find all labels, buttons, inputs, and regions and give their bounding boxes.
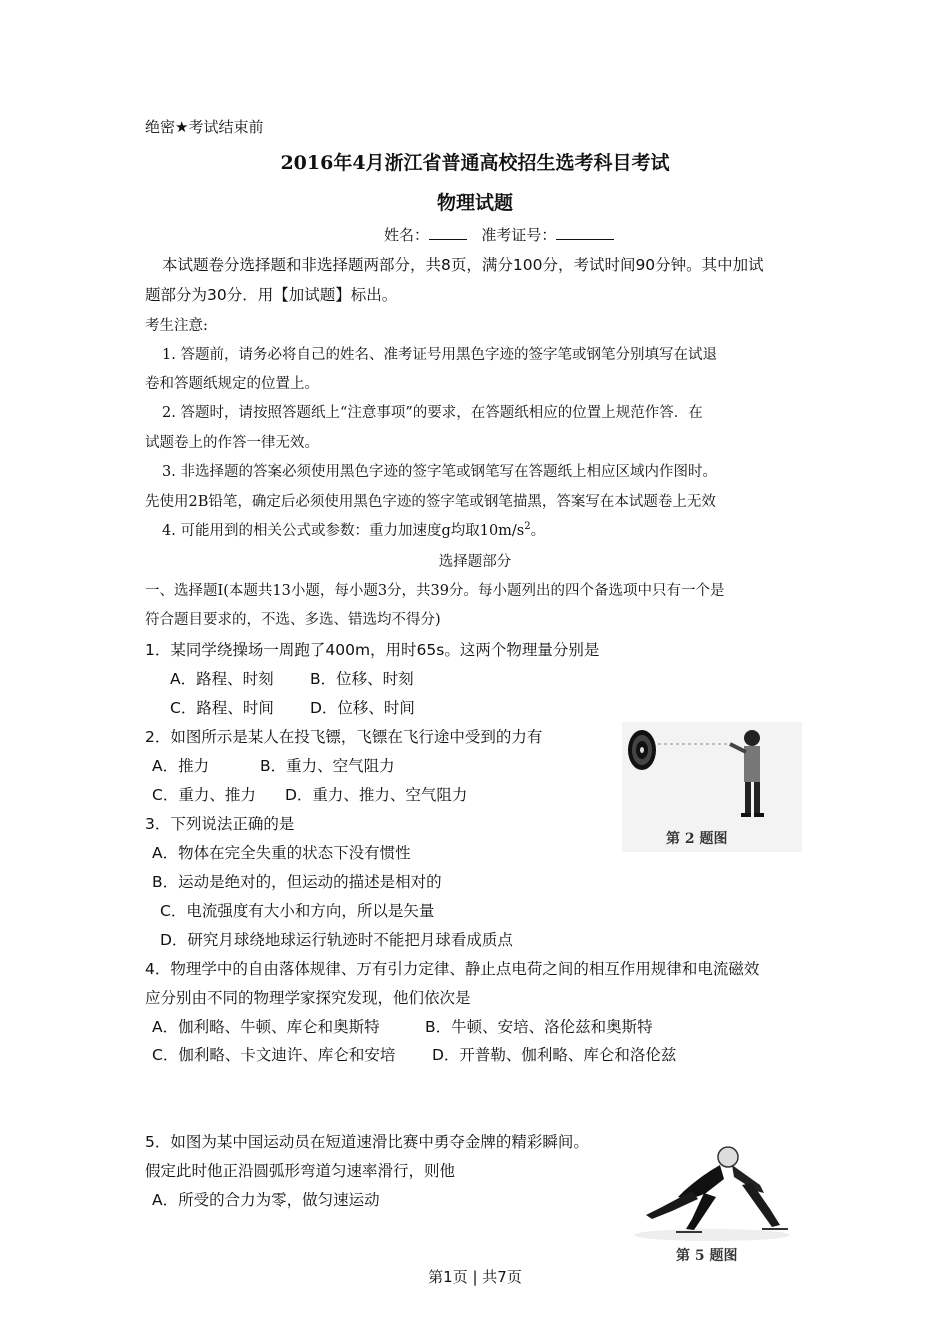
q2-option-c: C．重力、推力 <box>152 786 256 804</box>
notice-3a: 3. 非选择题的答案必须使用黑色字迹的签字笔或钢笔写在答题纸上相应区域内作图时。 <box>162 464 717 480</box>
section-desc-2: 符合题目要求的，不选、多选、错选均不得分) <box>145 612 441 628</box>
intro-line-2: 题部分为30分．用【加试题】标出。 <box>145 286 398 304</box>
q1-option-b: B．位移、时刻 <box>310 670 414 688</box>
q2-option-b: B．重力、空气阻力 <box>260 757 395 775</box>
question-3: 3．下列说法正确的是 <box>145 815 295 833</box>
q2-option-a: A．推力 <box>152 757 210 775</box>
notice-heading: 考生注意: <box>145 318 208 334</box>
section-desc-1: 一、选择题I(本题共13小题，每小题3分，共39分。每小题列出的四个备选项中只有一个是 <box>145 583 725 599</box>
notice-2a: 2. 答题时，请按照答题纸上“注意事项”的要求，在答题纸相应的位置上规范作答．在 <box>162 405 703 421</box>
question-2: 2．如图所示是某人在投飞镖，飞镖在飞行途中受到的力有 <box>145 728 543 746</box>
name-blank <box>429 225 467 240</box>
q2-option-d: D．重力、推力、空气阻力 <box>285 786 468 804</box>
question-1: 1．某同学绕操场一周跑了400m，用时65s。这两个物理量分别是 <box>145 641 600 659</box>
q4-option-b: B．牛顿、安培、洛伦兹和奥斯特 <box>425 1018 653 1036</box>
figure-2-dart-thrower <box>622 722 802 852</box>
intro-line-1: 本试题卷分选择题和非选择题两部分，共8页，满分100分，考试时间90分钟。其中加试 <box>162 256 764 274</box>
notice-2b: 试题卷上的作答一律无效。 <box>145 435 319 451</box>
page-footer: 第1页 | 共7页 <box>428 1268 522 1286</box>
q1-option-a: A．路程、时刻 <box>170 670 274 688</box>
question-5-line-1: 5．如图为某中国运动员在短道速滑比赛中勇夺金牌的精彩瞬间。 <box>145 1133 589 1151</box>
name-label: 姓名： <box>384 226 430 244</box>
q4-option-a: A．伽利略、牛顿、库仑和奥斯特 <box>152 1018 380 1036</box>
question-4-line-2: 应分别由不同的物理学家探究发现，他们依次是 <box>145 989 471 1007</box>
q4-option-c: C．伽利略、卡文迪许、库仑和安培 <box>152 1046 396 1064</box>
q5-option-a: A．所受的合力为零，做匀速运动 <box>152 1191 380 1209</box>
candidate-info-line <box>384 225 614 245</box>
exam-number-label: 准考证号： <box>481 226 557 244</box>
notice-1a: 1. 答题前，请务必将自己的姓名、准考证号用黑色字迹的签字笔或钢笔分别填写在试退 <box>162 347 717 363</box>
figure-5-caption: 第 5 题图 <box>676 1248 738 1264</box>
q4-option-d: D．开普勒、伽利略、库仑和洛伦兹 <box>432 1046 677 1064</box>
figure-2-caption: 第 2 题图 <box>666 831 728 847</box>
q1-option-c: C．路程、时间 <box>170 699 274 717</box>
section-title: 选择题部分 <box>438 554 512 570</box>
notice-4-sup: 2 <box>524 521 531 533</box>
speed-skater-illustration <box>632 1135 792 1245</box>
exam-title: 2016年4月浙江省普通高校招生选考科目考试 <box>280 152 670 174</box>
q3-option-d: D．研究月球绕地球运行轨迹时不能把月球看成质点 <box>160 931 513 949</box>
question-4-line-1: 4．物理学中的自由落体规律、万有引力定律、静止点电荷之间的相互作用规律和电流磁效 <box>145 960 760 978</box>
exam-number-blank <box>556 225 614 240</box>
question-5-line-2: 假定此时他正沿圆弧形弯道匀速率滑行，则他 <box>145 1162 456 1180</box>
subject-title: 物理试题 <box>436 192 513 214</box>
notice-3b: 先使用2B铅笔，确定后必须使用黑色字迹的签字笔或钢笔描黑，答案写在本试题卷上无效 <box>145 494 716 510</box>
q3-option-b: B．运动是绝对的，但运动的描述是相对的 <box>152 873 442 891</box>
secret-label: 绝密★考试结束前 <box>145 118 264 136</box>
q3-option-c: C．电流强度有大小和方向，所以是矢量 <box>160 902 435 920</box>
q3-option-a: A．物体在完全失重的状态下没有惯性 <box>152 844 411 862</box>
figure-5-speed-skater <box>632 1135 792 1265</box>
q1-option-d: D．位移、时间 <box>310 699 415 717</box>
notice-4-text: 4. 可能用到的相关公式或参数：重力加速度g均取10m/s <box>162 523 525 539</box>
notice-4 <box>162 521 545 541</box>
notice-1b: 卷和答题纸规定的位置上。 <box>145 376 319 392</box>
notice-4-end: 。 <box>530 523 546 539</box>
